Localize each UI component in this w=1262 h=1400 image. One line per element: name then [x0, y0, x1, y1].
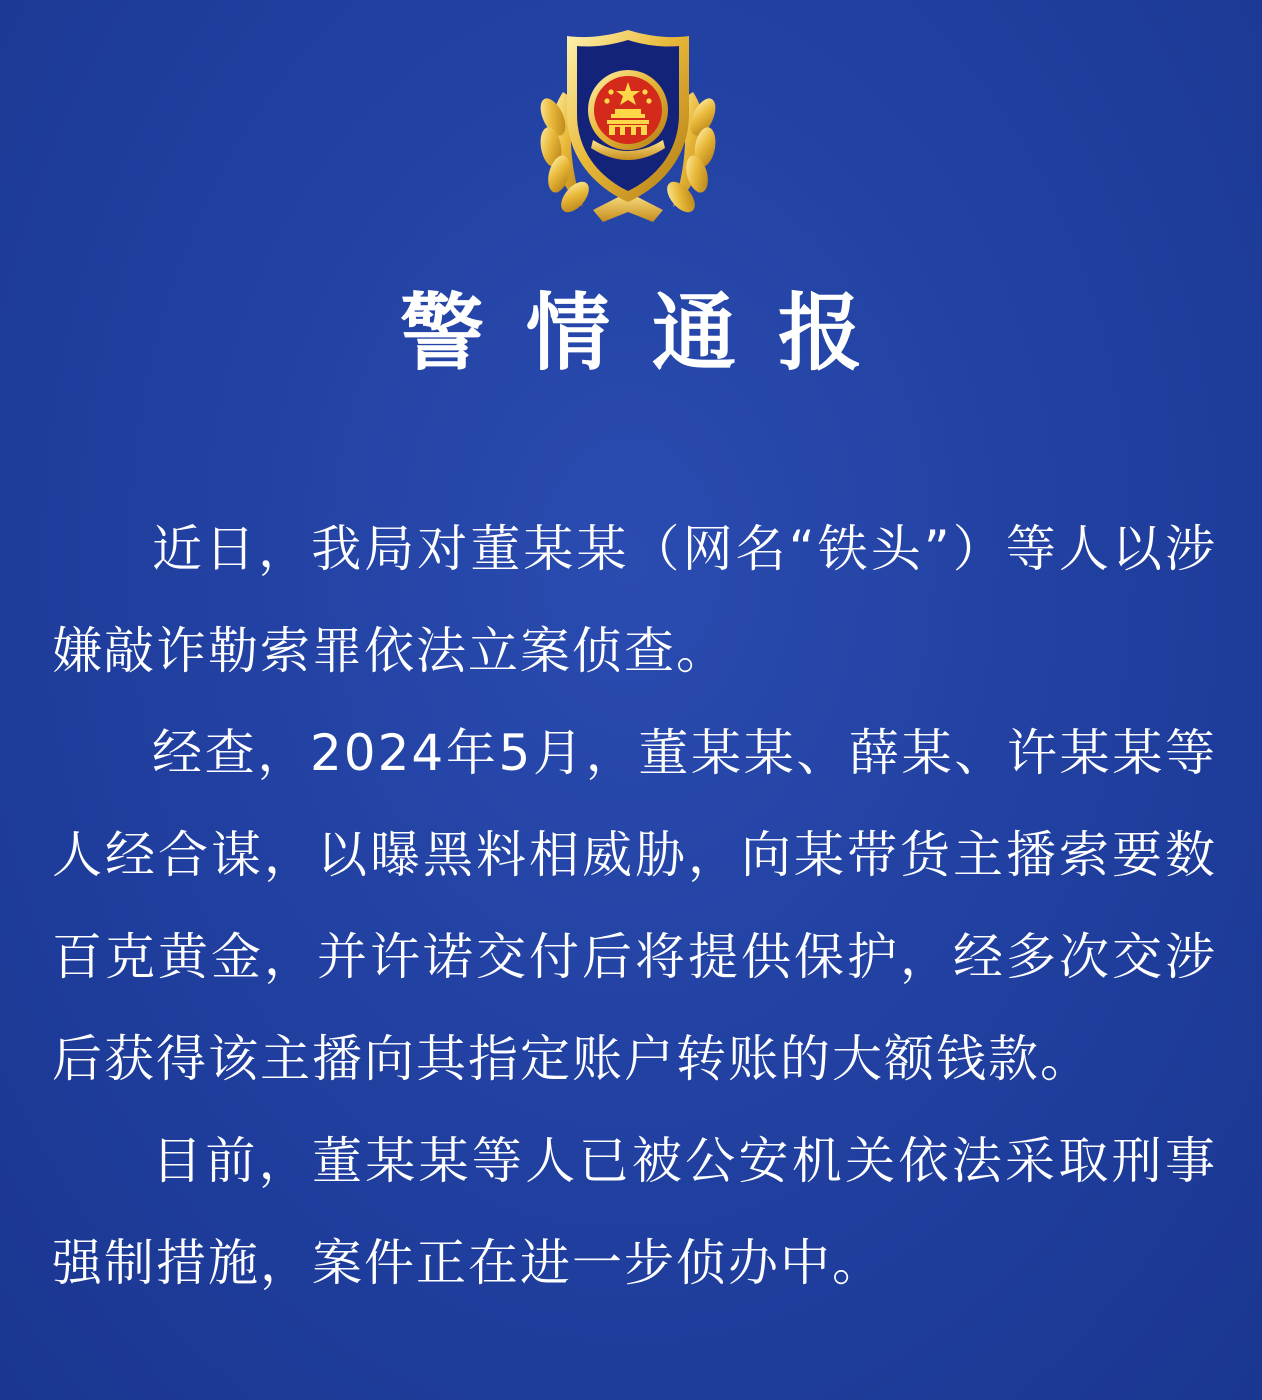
police-emblem-icon — [523, 22, 733, 232]
notice-paragraph-1: 近日，我局对董某某（网名“铁头”）等人以涉嫌敲诈勒索罪依法立案侦查。 — [52, 520, 1217, 680]
notice-paragraph-2: 经查，2024年5月，董某某、薛某、许某某等人经合谋，以曝黑料相威胁，向某带货主播索要数百克黄金，并许诺交付后将提供保护，经多次交涉后获得该主播向其指定账户转账的大额钱款。 — [52, 724, 1217, 1088]
notice-title: 警情通报 — [399, 284, 904, 382]
notice-body — [52, 498, 1217, 1314]
notice-paragraph-3: 目前，董某某等人已被公安机关依法采取刑事强制措施，案件正在进一步侦办中。 — [52, 1132, 1217, 1292]
